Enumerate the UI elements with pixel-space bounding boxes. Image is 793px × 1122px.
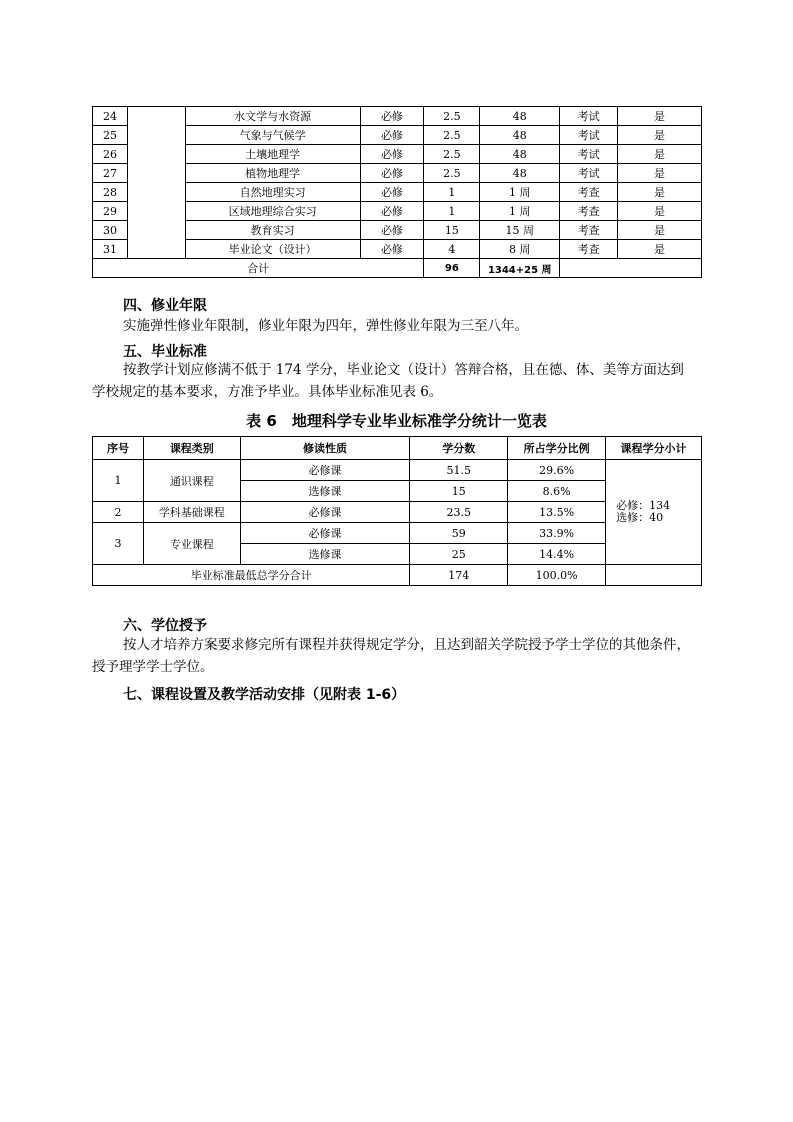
- row-number: 29: [93, 202, 128, 221]
- total-label: 毕业标准最低总学分合计: [93, 565, 410, 586]
- course-assessment: 考查: [560, 240, 618, 259]
- course-credits: 15: [424, 221, 480, 240]
- course-degree: 是: [618, 164, 702, 183]
- section-4-heading: 四、修业年限: [123, 298, 207, 314]
- group-category: 通识课程: [143, 460, 240, 502]
- course-hours: 1 周: [480, 183, 560, 202]
- course-hours: 1 周: [480, 202, 560, 221]
- row-ratio: 13.5%: [508, 502, 606, 523]
- row-number: 27: [93, 164, 128, 183]
- course-name: 气象与气候学: [185, 126, 360, 145]
- total-empty-cell: [560, 259, 702, 278]
- course-nature: 必修: [360, 107, 424, 126]
- course-degree: 是: [618, 221, 702, 240]
- total-label: 合计: [93, 259, 424, 278]
- course-name: 水文学与水资源: [185, 107, 360, 126]
- course-degree: 是: [618, 240, 702, 259]
- total-credits: 96: [424, 259, 480, 278]
- course-credits: 1: [424, 183, 480, 202]
- table-row: [93, 107, 702, 126]
- section-5-line-2: 学校规定的基本要求，方准予毕业。具体毕业标准见表 6。: [92, 384, 443, 400]
- group-category: 学科基础课程: [143, 502, 240, 523]
- header-category: 课程类别: [143, 437, 240, 460]
- row-nature: 必修课: [240, 460, 410, 481]
- row-number: 31: [93, 240, 128, 259]
- section-7-heading: 七、课程设置及教学活动安排（见附表 1-6）: [123, 687, 406, 703]
- section-4-text: 实施弹性修业年限制，修业年限为四年，弹性修业年限为三至八年。: [123, 318, 528, 334]
- course-assessment: 考查: [560, 202, 618, 221]
- row-number: 25: [93, 126, 128, 145]
- course-degree: 是: [618, 107, 702, 126]
- course-hours: 48: [480, 126, 560, 145]
- course-nature: 必修: [360, 221, 424, 240]
- header-ratio: 所占学分比例: [508, 437, 606, 460]
- row-number: 26: [93, 145, 128, 164]
- header-subtotal: 课程学分小计: [606, 437, 702, 460]
- course-credits: 2.5: [424, 164, 480, 183]
- course-assessment: 考试: [560, 126, 618, 145]
- course-nature: 必修: [360, 164, 424, 183]
- section-5-line-1: 按教学计划应修满不低于 174 学分，毕业论文（设计）答辩合格，且在德、体、美等方面达到: [123, 362, 684, 378]
- course-credits: 2.5: [424, 145, 480, 164]
- group-number: 1: [93, 460, 144, 502]
- course-hours: 48: [480, 107, 560, 126]
- course-credits: 4: [424, 240, 480, 259]
- row-nature: 选修课: [240, 544, 410, 565]
- section-6-heading: 六、学位授予: [123, 618, 207, 634]
- total-row: [93, 565, 702, 586]
- row-credits: 59: [410, 523, 508, 544]
- row-nature: 选修课: [240, 481, 410, 502]
- header-number: 序号: [93, 437, 144, 460]
- table-6-caption: 表 6 地理科学专业毕业标准学分统计一览表: [246, 412, 547, 430]
- subtotal-required: 必修：134: [616, 499, 671, 512]
- course-category-cell: [127, 107, 185, 259]
- course-degree: 是: [618, 183, 702, 202]
- course-assessment: 考试: [560, 164, 618, 183]
- course-hours: 48: [480, 164, 560, 183]
- row-credits: 25: [410, 544, 508, 565]
- course-nature: 必修: [360, 240, 424, 259]
- row-nature: 必修课: [240, 502, 410, 523]
- row-ratio: 14.4%: [508, 544, 606, 565]
- course-degree: 是: [618, 202, 702, 221]
- header-credits: 学分数: [410, 437, 508, 460]
- row-ratio: 8.6%: [508, 481, 606, 502]
- subtotal-cell: [606, 460, 702, 565]
- course-degree: 是: [618, 126, 702, 145]
- course-name: 土壤地理学: [185, 145, 360, 164]
- course-hours: 48: [480, 145, 560, 164]
- course-name: 毕业论文（设计）: [185, 240, 360, 259]
- course-credits: 1: [424, 202, 480, 221]
- course-credits: 2.5: [424, 126, 480, 145]
- course-assessment: 考查: [560, 183, 618, 202]
- table-row: [93, 460, 702, 481]
- row-nature: 必修课: [240, 523, 410, 544]
- course-nature: 必修: [360, 126, 424, 145]
- total-ratio: 100.0%: [508, 565, 606, 586]
- course-nature: 必修: [360, 202, 424, 221]
- section-5-heading: 五、毕业标准: [123, 344, 207, 360]
- row-ratio: 29.6%: [508, 460, 606, 481]
- course-name: 区域地理综合实习: [185, 202, 360, 221]
- table-header-row: [93, 437, 702, 460]
- row-number: 28: [93, 183, 128, 202]
- total-row: [93, 259, 702, 278]
- section-6-line-1: 按人才培养方案要求修完所有课程并获得规定学分，且达到韶关学院授予学士学位的其他条件，: [123, 637, 690, 653]
- header-nature: 修读性质: [240, 437, 410, 460]
- course-assessment: 考试: [560, 145, 618, 164]
- course-name: 教育实习: [185, 221, 360, 240]
- total-empty-cell: [606, 565, 702, 586]
- row-credits: 51.5: [410, 460, 508, 481]
- subtotal-elective: 选修：40: [616, 511, 664, 524]
- course-nature: 必修: [360, 183, 424, 202]
- group-number: 3: [93, 523, 144, 565]
- total-credits: 174: [410, 565, 508, 586]
- row-number: 24: [93, 107, 128, 126]
- group-category: 专业课程: [143, 523, 240, 565]
- course-hours: 15 周: [480, 221, 560, 240]
- course-credits: 2.5: [424, 107, 480, 126]
- course-degree: 是: [618, 145, 702, 164]
- graduation-credit-table: [92, 436, 702, 586]
- section-6-line-2: 授予理学学士学位。: [92, 659, 214, 675]
- course-name: 自然地理实习: [185, 183, 360, 202]
- row-credits: 15: [410, 481, 508, 502]
- row-ratio: 33.9%: [508, 523, 606, 544]
- course-table: [92, 106, 702, 278]
- course-assessment: 考试: [560, 107, 618, 126]
- group-number: 2: [93, 502, 144, 523]
- total-hours: 1344+25 周: [480, 259, 560, 278]
- row-credits: 23.5: [410, 502, 508, 523]
- course-hours: 8 周: [480, 240, 560, 259]
- course-name: 植物地理学: [185, 164, 360, 183]
- course-nature: 必修: [360, 145, 424, 164]
- row-number: 30: [93, 221, 128, 240]
- course-assessment: 考查: [560, 221, 618, 240]
